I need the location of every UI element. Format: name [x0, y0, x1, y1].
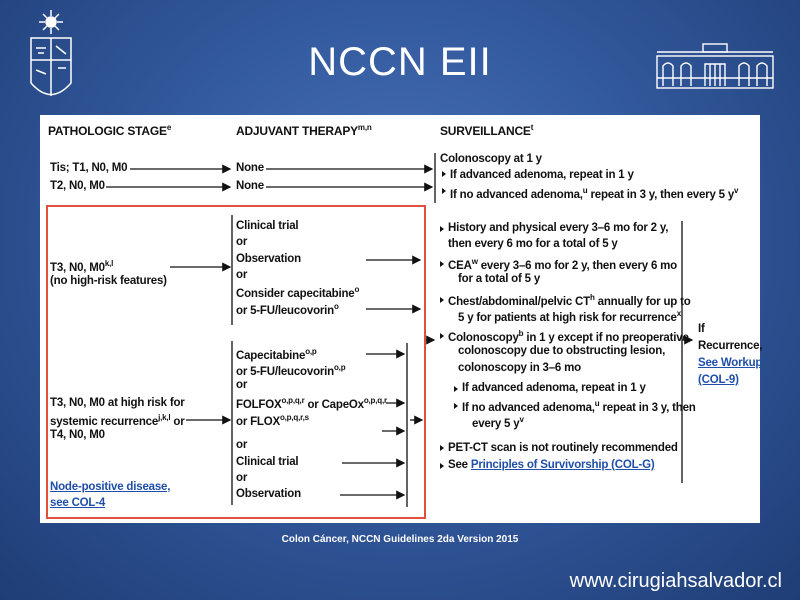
stage-t2: T2, N0, M0: [50, 180, 105, 192]
therapy-none-1: None: [236, 162, 264, 174]
recurrence-label: Recurrence,: [698, 340, 763, 352]
surv-advanced-adenoma: If advanced adenoma, repeat in 1 y: [450, 169, 634, 181]
therapy-high-2: or 5-FU/leucovorin$^{o,p}$: [236, 363, 346, 378]
surv-ct-2: 5 y for patients at high risk for recurrence$^x$: [458, 309, 681, 324]
survivorship-link[interactable]: Principles of Survivorship (COL-G): [470, 459, 655, 471]
col-9-link[interactable]: (COL-9): [698, 374, 739, 386]
stage-t4: T4, N0, M0: [50, 429, 105, 441]
stage-t3-low-risk: T3, N0, M0$^{k,l}$: [50, 259, 114, 274]
therapy-high-3: or: [236, 379, 248, 391]
stage-tis-t1: Tis; T1, N0, M0: [50, 162, 128, 174]
stage-t3-no-high-risk: (no high-risk features): [50, 275, 167, 287]
therapy-high-7: Clinical trial: [236, 456, 299, 468]
see-col-4-link[interactable]: see COL-4: [50, 497, 106, 509]
header-surveillance: SURVEILLANCE$^t$: [440, 123, 534, 138]
citation: Colon Cáncer, NCCN Guidelines 2da Version 2015: [281, 534, 519, 545]
surv-every-5y: every 5 $y^v$: [472, 415, 524, 430]
surv-ct: Chest/abdominal/pelvic $CT^h$ annually for up to: [448, 293, 691, 308]
website-url: www.cirugiahsalvador.cl: [569, 570, 782, 592]
therapy-none-2: None: [236, 180, 264, 192]
surv-colonoscopy: Colonoscopy at 1 y: [440, 153, 542, 165]
therapy-low-3: Observation: [236, 253, 301, 265]
surv-colonoscopy-1y-3: colonoscopy in 3–6 mo: [458, 362, 581, 374]
surv-no-advanced-adenoma: If no advanced adenoma,$^u$ repeat in 3 y, then every 5 $y^v$: [450, 186, 739, 201]
surv-no-advanced-adenoma-2: If no advanced adenoma,$^u$ repeat in 3 y, then: [462, 399, 696, 414]
surv-cea-2: for a total of 5 y: [458, 273, 541, 285]
recurrence-if: If: [698, 323, 705, 335]
therapy-high-4: FOLFOX$^{o,p,q,r}$ or CapeOx$^{o,p,q,r}$: [236, 396, 387, 411]
therapy-high-5: or FLOX$^{o,p,q,r,s}$: [236, 413, 309, 428]
stage-t3-high-risk: T3, N0, M0 at high risk for: [50, 397, 185, 409]
therapy-low-4: or: [236, 269, 248, 281]
therapy-low-6: or 5-FU/leucovorin$^o$: [236, 302, 339, 317]
surv-history-physical-2: then every 6 mo for a total of 5 y: [448, 238, 618, 250]
therapy-high-9: Observation: [236, 488, 301, 500]
therapy-low-5: Consider capecitabine$^o$: [236, 285, 360, 300]
surv-pet-ct: PET-CT scan is not routinely recommended: [448, 442, 678, 454]
therapy-high-8: or: [236, 472, 248, 484]
slide-title: NCCN EII: [308, 40, 492, 84]
header-pathologic-stage: PATHOLOGIC STAGE$^e$: [48, 123, 172, 138]
surv-cea: CEA$^w$ every 3–6 mo for 2 y, then every 6 mo: [448, 257, 678, 272]
therapy-low-2: or: [236, 236, 248, 248]
surv-history-physical: History and physical every 3–6 mo for 2 y,: [448, 222, 669, 234]
surv-see-survivorship: See Principles of Survivorship (COL-G): [448, 459, 655, 471]
header-adjuvant-therapy: ADJUVANT THERAPY$^{m,n}$: [236, 123, 372, 138]
surv-colonoscopy-1y-2: colonoscopy due to obstructing lesion,: [458, 345, 666, 357]
surv-colonoscopy-1y: Colonoscopy$^b$ in 1 y except if no preoperative: [448, 329, 689, 344]
therapy-high-1: Capecitabine$^{o,p}$: [236, 347, 317, 362]
node-positive-link[interactable]: Node-positive disease,: [50, 481, 171, 493]
therapy-low-1: Clinical trial: [236, 220, 299, 232]
surv-advanced-adenoma-2: If advanced adenoma, repeat in 1 y: [462, 382, 646, 394]
see-workup-link[interactable]: See Workup: [698, 357, 763, 369]
therapy-high-6: or: [236, 439, 248, 451]
treatment-flowchart: [40, 115, 763, 523]
stage-systemic-recurrence: systemic recurrence$^{j,k,l}$ or: [50, 413, 185, 428]
